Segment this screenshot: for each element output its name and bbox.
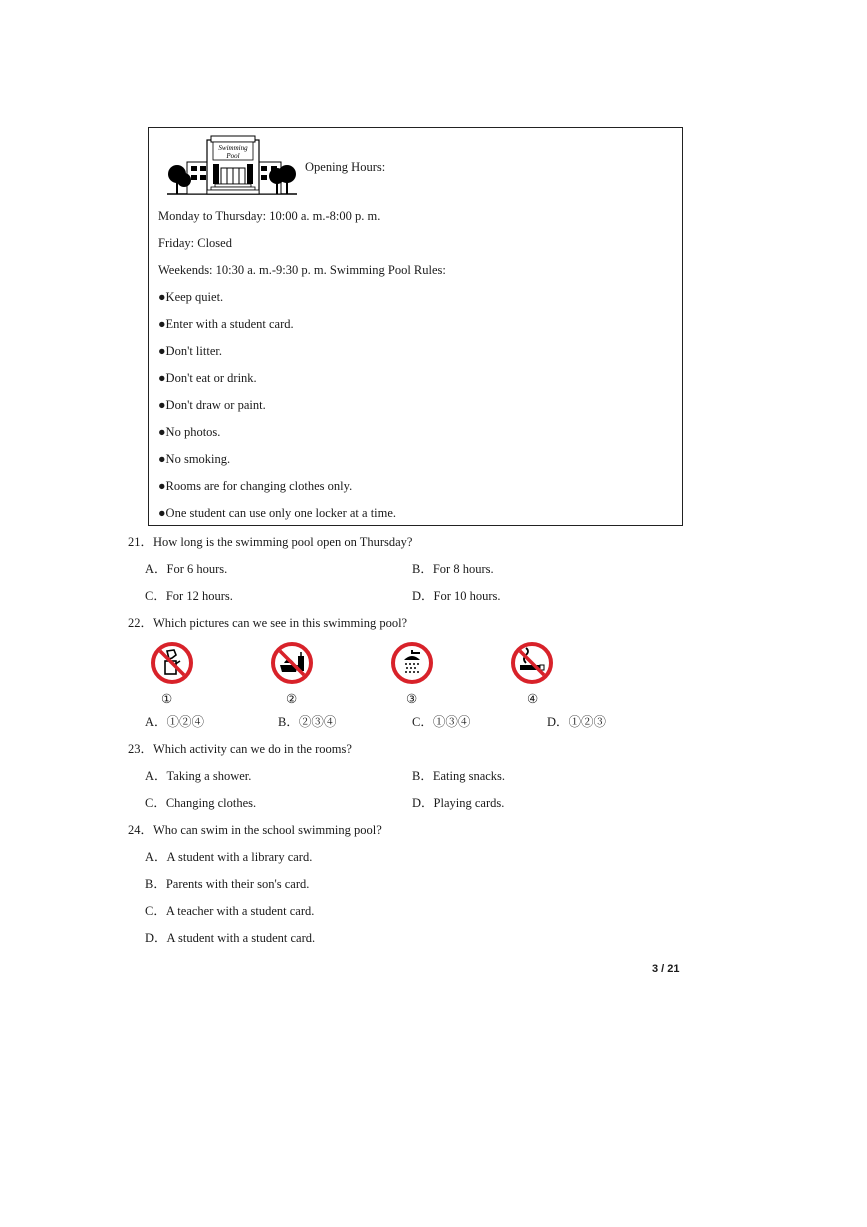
question-21-stem: 21．How long is the swimming pool open on Thursday? (128, 535, 413, 549)
pool-sign-line1: Swimming (218, 144, 248, 152)
question-21-option-b[interactable]: B．For 8 hours. (412, 562, 494, 576)
no-littering-icon (150, 641, 194, 685)
opening-hours-heading: Opening Hours: (305, 160, 386, 174)
rule-item: ●Rooms are for changing clothes only. (158, 479, 353, 493)
question-22-stem: 22．Which pictures can we see in this swimming pool? (128, 616, 408, 630)
question-24-option-b[interactable]: B．Parents with their son's card. (145, 877, 310, 891)
question-23-option-a[interactable]: A．Taking a shower. (145, 769, 252, 783)
no-smoking-icon (510, 641, 554, 685)
hours-weekends: Weekends: 10:30 a. m.-9:30 p. m. Swimming Pool Rules: (158, 263, 446, 277)
sign-1-label: ① (161, 692, 173, 706)
question-22-option-b[interactable]: B．②③④ (278, 715, 337, 729)
shower-icon (390, 641, 434, 685)
hours-weekdays: Monday to Thursday: 10:00 a. m.-8:00 p. m. (158, 209, 381, 223)
question-22-option-d[interactable]: D．①②③ (547, 715, 607, 729)
question-23-stem: 23．Which activity can we do in the rooms? (128, 742, 352, 756)
question-24-option-d[interactable]: D．A student with a student card. (145, 931, 316, 945)
pool-sign-line2: Pool (226, 152, 240, 160)
question-23-option-c[interactable]: C．Changing clothes. (145, 796, 257, 810)
rule-item: ●Don't litter. (158, 344, 222, 358)
rule-item: ●Enter with a student card. (158, 317, 294, 331)
question-24-option-a[interactable]: A．A student with a library card. (145, 850, 313, 864)
question-21-option-a[interactable]: A．For 6 hours. (145, 562, 228, 576)
question-24-stem: 24．Who can swim in the school swimming pool? (128, 823, 382, 837)
question-22-option-a[interactable]: A．①②④ (145, 715, 205, 729)
rule-item: ●One student can use only one locker at a time. (158, 506, 397, 520)
rule-item: ●No smoking. (158, 452, 231, 466)
rule-item: ●Don't draw or paint. (158, 398, 266, 412)
question-22-option-c[interactable]: C．①③④ (412, 715, 471, 729)
no-eating-icon (270, 641, 314, 685)
sign-3-label: ③ (406, 692, 418, 706)
page-number: 3 / 21 (652, 963, 680, 975)
hours-friday: Friday: Closed (158, 236, 232, 250)
rule-item: ●No photos. (158, 425, 221, 439)
question-21-option-d[interactable]: D．For 10 hours. (412, 589, 501, 603)
swimming-pool-building-illustration (167, 134, 297, 196)
sign-2-label: ② (286, 692, 298, 706)
sign-4-label: ④ (527, 692, 539, 706)
rule-item: ●Keep quiet. (158, 290, 224, 304)
rule-item: ●Don't eat or drink. (158, 371, 257, 385)
question-23-option-d[interactable]: D．Playing cards. (412, 796, 505, 810)
question-21-option-c[interactable]: C．For 12 hours. (145, 589, 233, 603)
question-23-option-b[interactable]: B．Eating snacks. (412, 769, 506, 783)
question-24-option-c[interactable]: C．A teacher with a student card. (145, 904, 315, 918)
